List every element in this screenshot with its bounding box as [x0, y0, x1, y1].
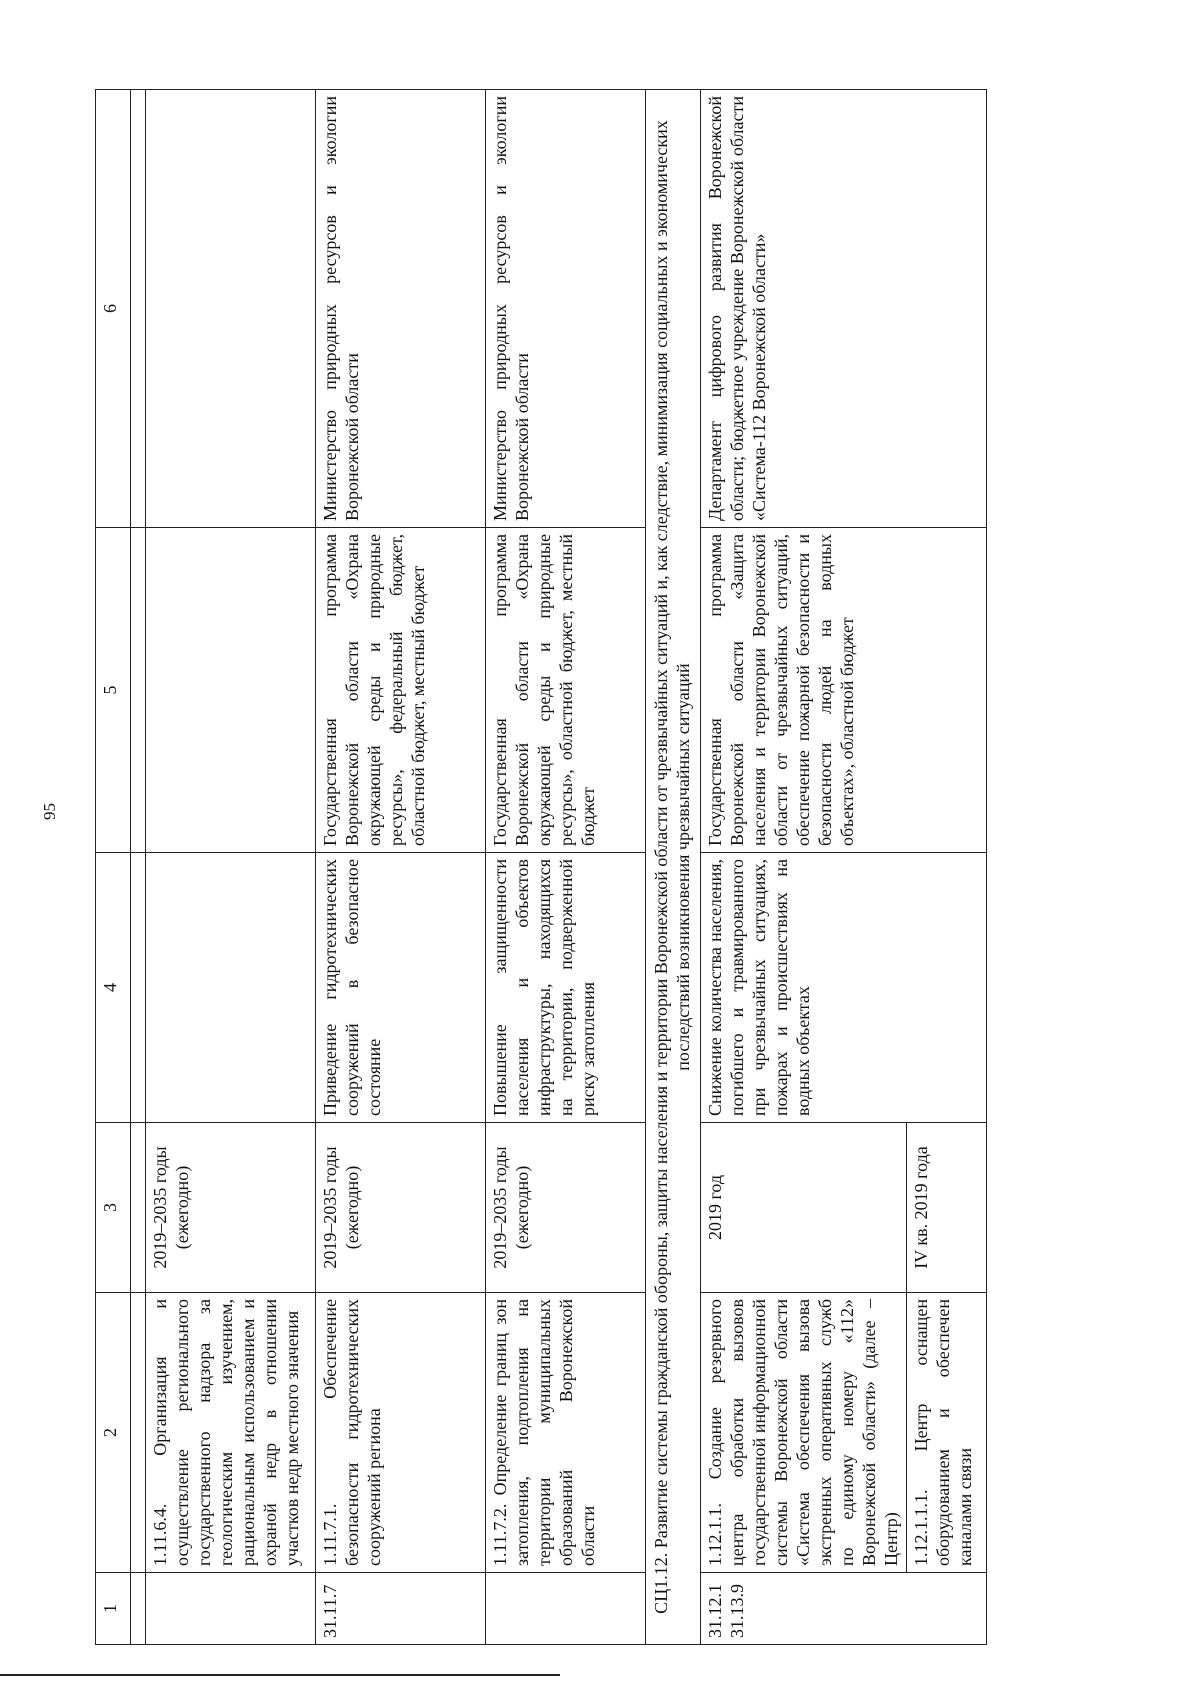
header-row — [96, 90, 131, 1645]
cell-period: 2019 год — [700, 1123, 907, 1293]
header-col-6: 6 — [96, 90, 131, 528]
cell-executor: Министерство природных ресурсов и экологии Воронежской области — [486, 90, 646, 528]
cell-source: Государственная программа Воронежской области «Охрана окружающей среды и природные ресурсы», федеральный бюджет, областной бюджет, местный бюджет — [316, 528, 486, 853]
table-row — [146, 90, 316, 1645]
cell-measure: 1.11.6.4. Организация и осуществление регионального государственного надзора за геологическим изучением, рациональным использованием и охраной недр в отношении участков недр местного значения — [146, 1293, 316, 1573]
cell-code — [486, 1573, 646, 1645]
header-col-3: 3 — [96, 1123, 131, 1293]
table-row — [316, 90, 486, 1645]
cell-source: Государственная программа Воронежской области «Защита населения и территории Воронежской области от чрезвычайных ситуаций, обеспечение пожарной безопасности и безопасности людей на водных объектах», областной бюджет — [700, 528, 987, 853]
plan-table — [95, 89, 987, 1645]
cell-source — [146, 528, 316, 853]
cell-period: 2019–2035 годы (ежегодно) — [486, 1123, 646, 1293]
cell-code: 31.11.7 — [316, 1573, 486, 1645]
cell-period: 2019–2035 годы (ежегодно) — [146, 1123, 316, 1293]
header-col-2: 2 — [96, 1293, 131, 1573]
cell-period: IV кв. 2019 года — [907, 1123, 987, 1293]
cell-executor: Министерство природных ресурсов и экологии Воронежской области — [316, 90, 486, 528]
cell-code: 31.12.1 31.13.9 — [700, 1573, 987, 1645]
cell-result — [146, 853, 316, 1123]
cell-code — [146, 1573, 316, 1645]
cell-result: Снижение количества населения, погибшего и травмированного при чрезвычайных ситуациях, пожарах и происшествиях на водных объектах — [700, 853, 987, 1123]
footer-rule — [0, 1674, 560, 1676]
cell-measure: 1.11.7.2. Определение границ зон затопления, подтопления на территории муниципальных образований Воронежской области — [486, 1293, 646, 1573]
section-title: СЦ1.12. Развитие системы гражданской обороны, защиты населения и территории Воронежской области от чрезвычайных ситуаций и, как следствие, минимизация социальных и экономических последствий возникновения чрезвычайных ситуаций — [646, 90, 701, 1645]
cell-executor — [146, 90, 316, 528]
cell-result: Приведение гидротехнических сооружений в безопасное состояние — [316, 853, 486, 1123]
cell-result: Повышение защищенности населения и объектов инфраструктуры, находящихся на территории, подверженной риску затопления — [486, 853, 646, 1123]
spacer-row — [131, 90, 146, 1645]
cell-measure: 1.12.1.1.1. Центр оснащен оборудованием и обеспечен каналами связи — [907, 1293, 987, 1573]
cell-source: Государственная программа Воронежской области «Охрана окружающей среды и природные ресурсы», областной бюджет, местный бюджет — [486, 528, 646, 853]
section-row — [646, 90, 701, 1645]
cell-measure: 1.12.1.1. Создание резервного центра обработки вызовов государственной информационной системы Воронежской области «Система обеспечения вызова экстренных оперативных служб по единому номеру «112» Воронежской области» (далее – Центр) — [700, 1293, 907, 1573]
table-row — [486, 90, 646, 1645]
page-number: 95 — [40, 803, 59, 820]
cell-period: 2019–2035 годы (ежегодно) — [316, 1123, 486, 1293]
cell-executor: Департамент цифрового развития Воронежской области; бюджетное учреждение Воронежской области «Система-112 Воронежской области» — [700, 90, 987, 528]
cell-measure: 1.11.7.1. Обеспечение безопасности гидротехнических сооружений региона — [316, 1293, 486, 1573]
rotated-table-container — [95, 90, 1095, 1645]
header-col-5: 5 — [96, 528, 131, 853]
table-row — [700, 90, 907, 1645]
header-col-4: 4 — [96, 853, 131, 1123]
header-col-1: 1 — [96, 1573, 131, 1645]
